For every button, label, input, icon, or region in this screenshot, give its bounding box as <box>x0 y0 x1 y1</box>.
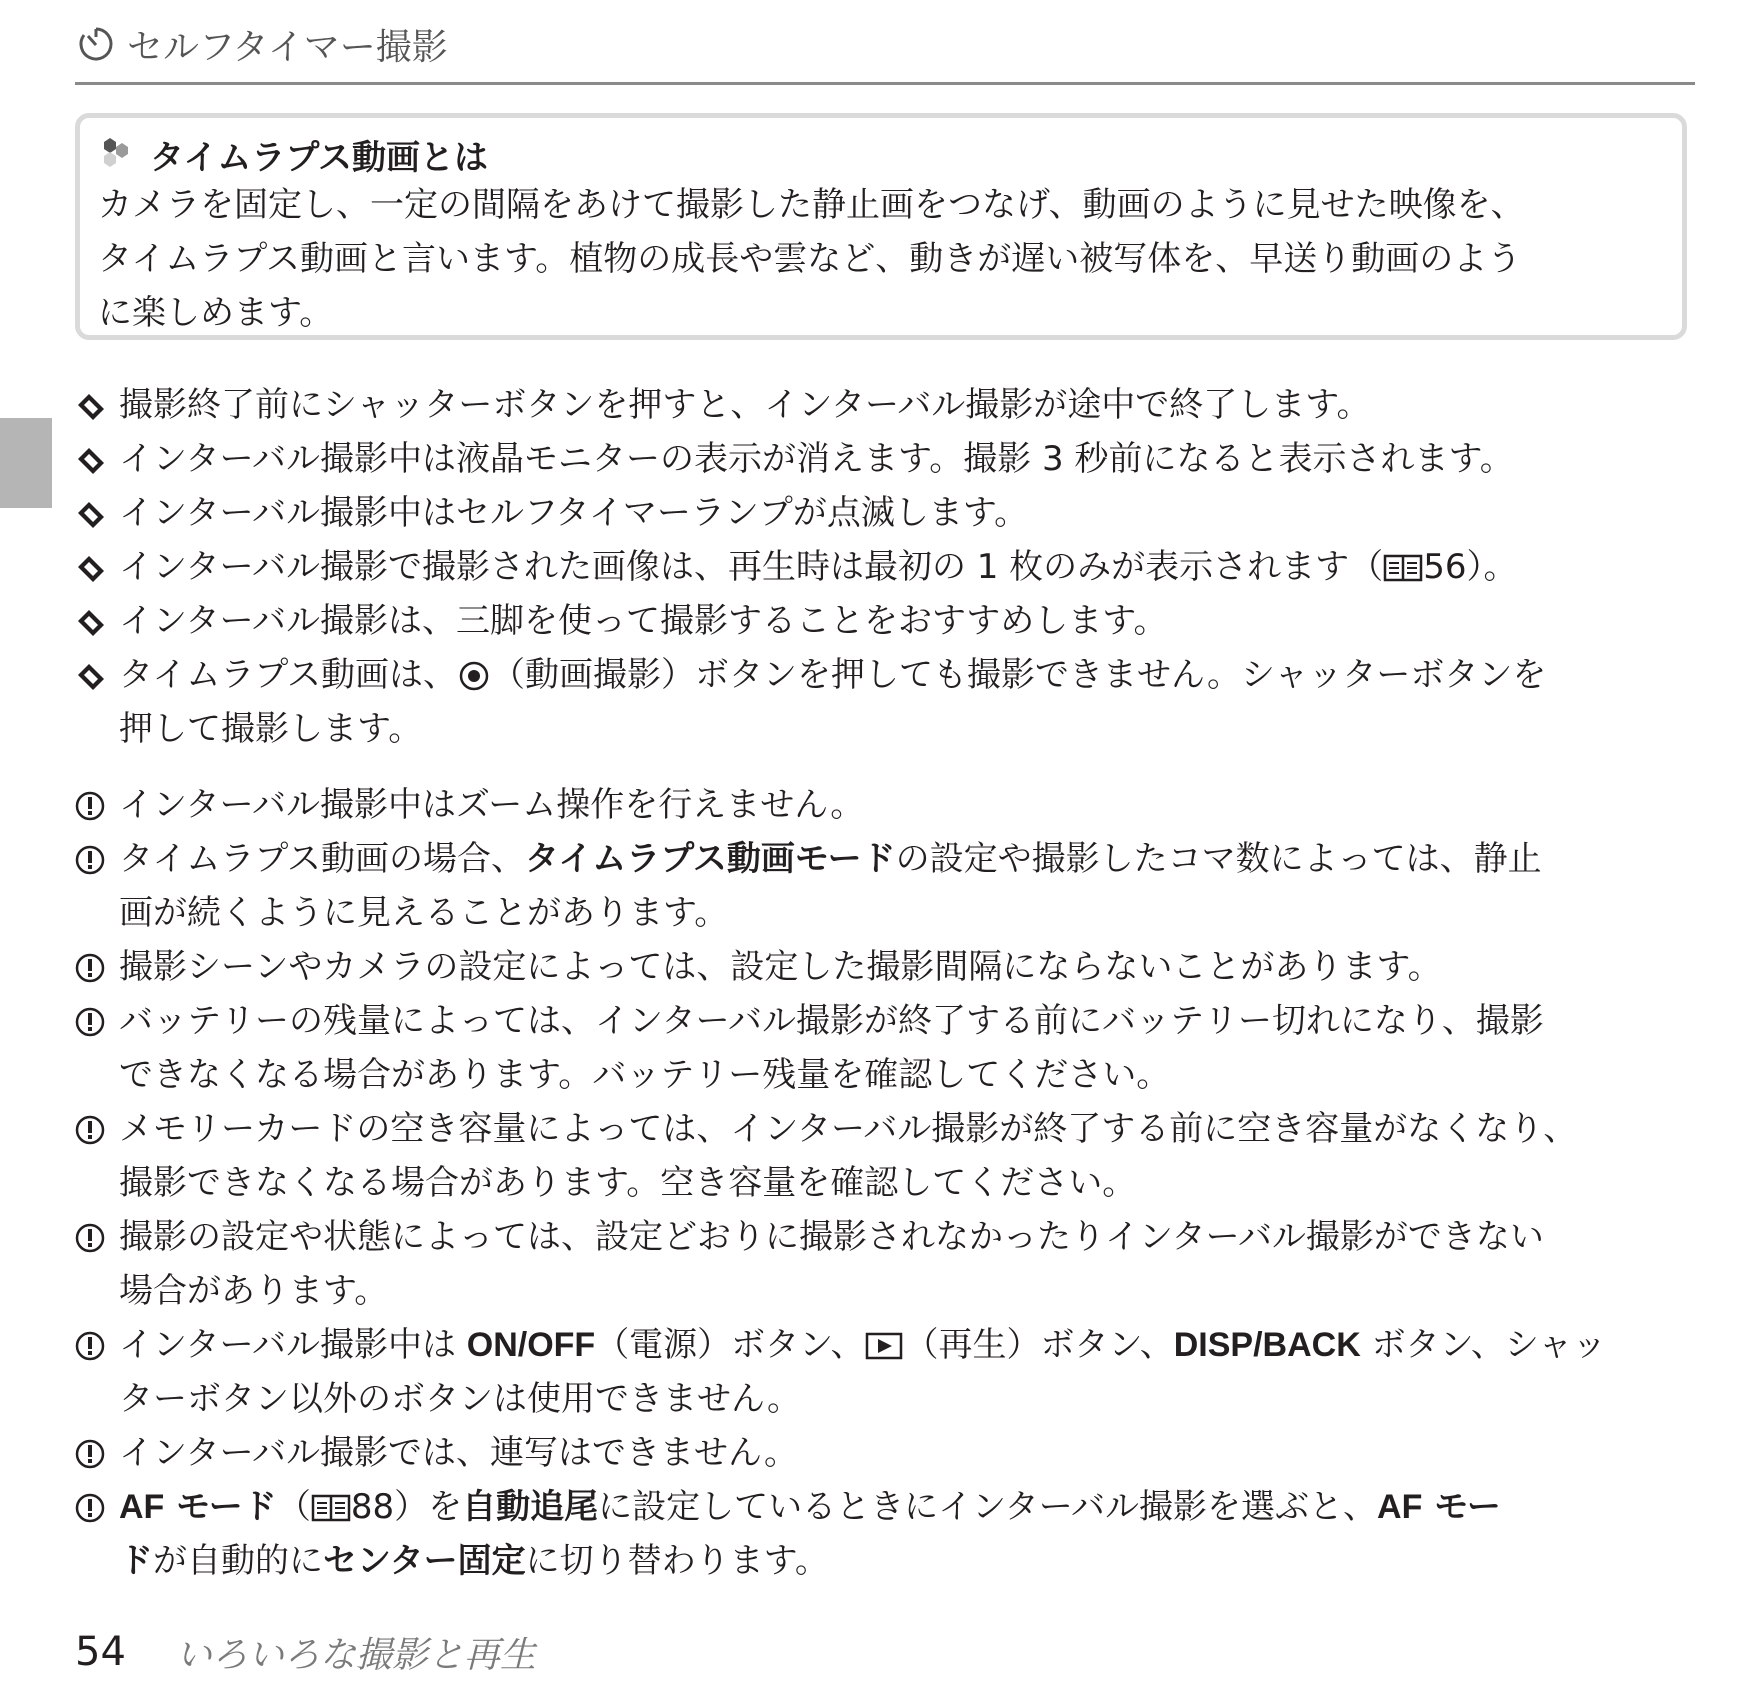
note-item: インターバル撮影で撮影された画像は、再生時は最初の 1 枚のみが表示されます（ 56）。 <box>75 540 1695 594</box>
playback-button-icon <box>864 1331 904 1361</box>
caution-item: タイムラプス動画の場合、タイムラプス動画モードの設定や撮影したコマ数によっては、静止 画が続くように見えることがあります。 <box>75 832 1695 940</box>
pencil-note-icon <box>75 445 107 475</box>
cautions-list <box>75 778 1695 1588</box>
caution-icon <box>75 1007 107 1037</box>
caution-icon <box>75 953 107 983</box>
caution-icon <box>75 1493 107 1523</box>
info-line: に楽しめます。 <box>98 293 334 333</box>
section-title: いろいろな撮影と再生 <box>175 1634 536 1676</box>
caution-item: インターバル撮影中はズーム操作を行えません。 <box>75 778 1695 832</box>
chapter-tab <box>0 418 52 508</box>
hexagon-cluster-icon <box>98 136 142 172</box>
caution-icon <box>75 1439 107 1469</box>
disp-back-button-label: DISP/BACK <box>1173 1326 1361 1364</box>
caution-icon <box>75 845 107 875</box>
menu-term: タイムラプス動画モード <box>524 839 896 879</box>
info-line: タイムラプス動画と言います。植物の成長や雲など、動きが遅い被写体を、早送り動画のよう <box>98 239 1522 279</box>
info-box <box>75 113 1687 340</box>
page-footer <box>75 1622 536 1682</box>
movie-record-button-icon <box>457 661 491 691</box>
caution-icon <box>75 1223 107 1253</box>
self-timer-icon <box>75 23 117 65</box>
notes-list <box>75 378 1695 756</box>
caution-icon <box>75 791 107 821</box>
pencil-note-icon <box>75 607 107 637</box>
note-item: インターバル撮影は、三脚を使って撮影することをおすすめします。 <box>75 594 1695 648</box>
page-reference-book-icon[interactable] <box>311 1493 351 1523</box>
page-title: セルフタイマー撮影 <box>127 26 448 68</box>
note-item: インターバル撮影中は液晶モニターの表示が消えます。撮影 3 秒前になると表示されます。 <box>75 432 1695 486</box>
note-item: インターバル撮影中はセルフタイマーランプが点滅します。 <box>75 486 1695 540</box>
page-reference[interactable]: 56 <box>1423 547 1467 587</box>
caution-item: AF モード（ 88）を自動追尾に設定しているときにインターバル撮影を選ぶと、AF モー ドが自動的にセンター固定に切り替わります。 <box>75 1480 1695 1588</box>
caution-icon <box>75 1115 107 1145</box>
page-reference[interactable]: 88 <box>350 1487 395 1527</box>
page-header <box>75 14 1695 85</box>
page-reference-book-icon[interactable] <box>1383 553 1423 583</box>
caution-item: バッテリーの残量によっては、インターバル撮影が終了する前にバッテリー切れになり、撮影 できなくなる場合があります。バッテリー残量を確認してください。 <box>75 994 1695 1102</box>
caution-item: メモリーカードの空き容量によっては、インターバル撮影が終了する前に空き容量がなくなり、 撮影できなくなる場合があります。空き容量を確認してください。 <box>75 1102 1695 1210</box>
caution-item: インターバル撮影中は ON/OFF（電源）ボタン、 （再生）ボタン、DISP/BACK ボタン、シャッ ターボタン以外のボタンは使用できません。 <box>75 1318 1695 1426</box>
info-box-body <box>98 178 1664 340</box>
on-off-button-label: ON/OFF <box>466 1326 596 1364</box>
info-line: カメラを固定し、一定の間隔をあけて撮影した静止画をつなげ、動画のように見せた映像を、 <box>98 185 1525 225</box>
pencil-note-icon <box>75 661 107 691</box>
pencil-note-icon <box>75 391 107 421</box>
page-number: 54 <box>75 1629 126 1675</box>
caution-item: 撮影シーンやカメラの設定によっては、設定した撮影間隔にならないことがあります。 <box>75 940 1695 994</box>
pencil-note-icon <box>75 499 107 529</box>
caution-item: 撮影の設定や状態によっては、設定どおりに撮影されなかったりインターバル撮影ができない 場合があります。 <box>75 1210 1695 1318</box>
note-item: 撮影終了前にシャッターボタンを押すと、インターバル撮影が途中で終了します。 <box>75 378 1695 432</box>
pencil-note-icon <box>75 553 107 583</box>
note-item: タイムラプス動画は、 （動画撮影）ボタンを押しても撮影できません。シャッターボタンを 押して撮影します。 <box>75 648 1695 756</box>
info-box-title: タイムラプス動画とは <box>98 130 1664 178</box>
caution-item: インターバル撮影では、連写はできません。 <box>75 1426 1695 1480</box>
caution-icon <box>75 1331 107 1361</box>
